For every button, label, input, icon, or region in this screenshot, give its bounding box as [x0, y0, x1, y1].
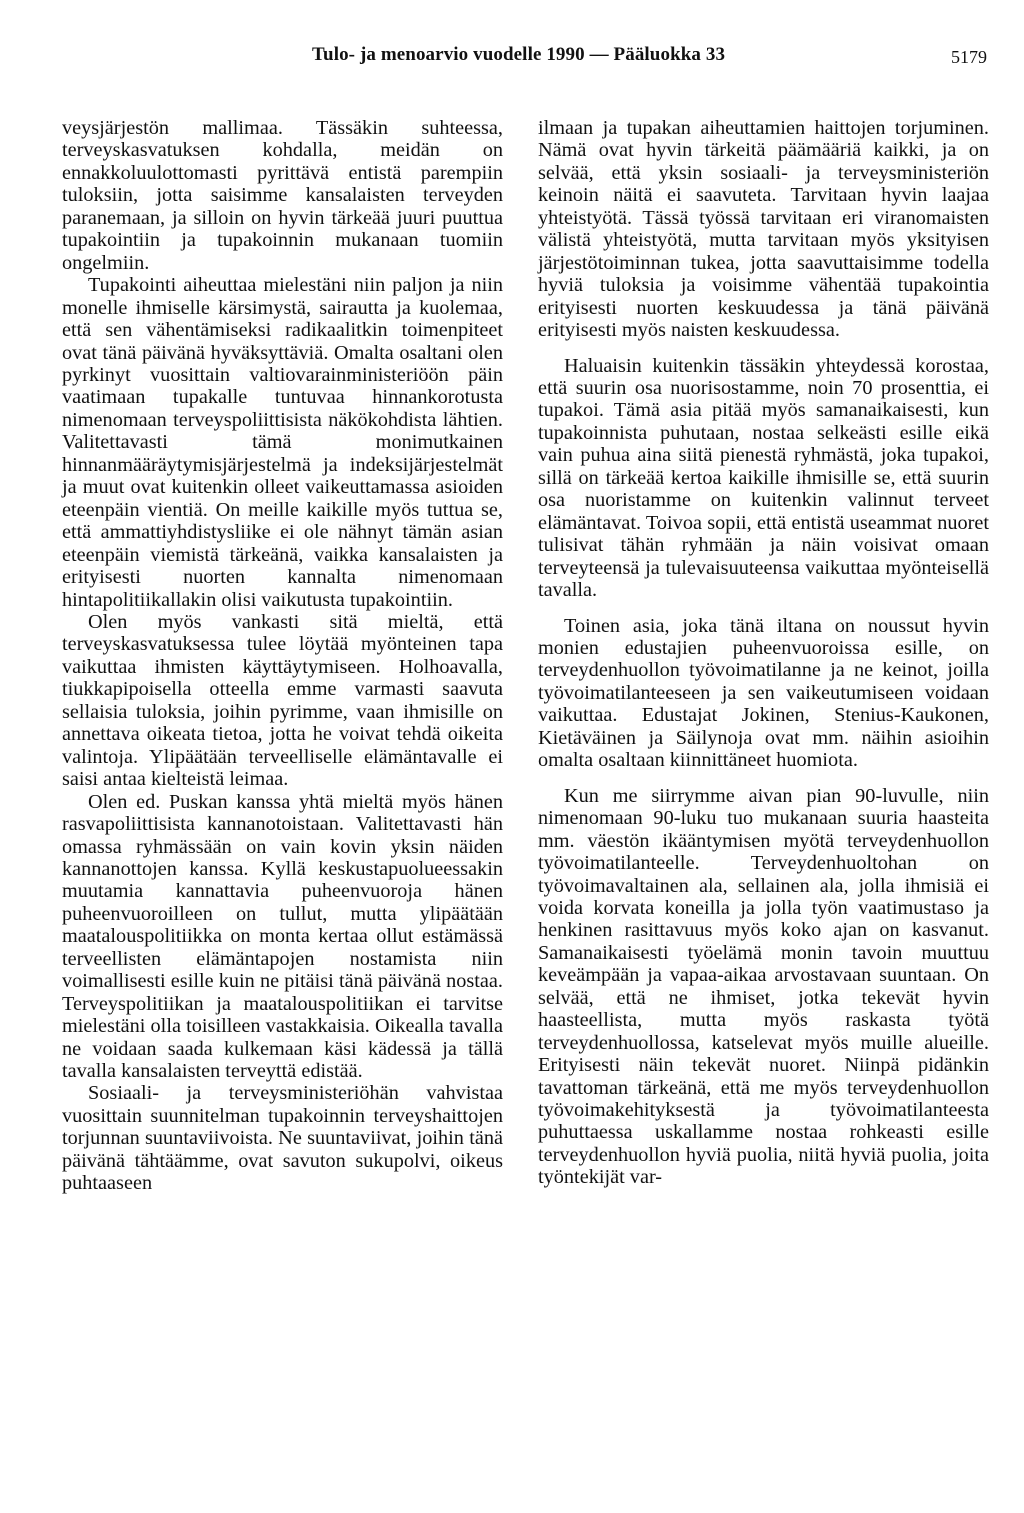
- paragraph: Haluaisin kuitenkin tässäkin yhteydessä korostaa, että suurin osa nuorisostamme, noin 70 prosenttia, ei tupakoi. Tämä asia pitää myös samanaikaisesti, kun tupakoinnista puhutaan, nostaa selkeästi esille eikä vain puhua aina siitä pienestä ryhmästä, joka tupakoi, sillä on tärkeää kertoa kaikille ihmisille se, että suurin osa nuoristamme on kuitenkin valinnut terveet elämäntavat. Toivoa sopii, että entistä useammat nuoret tulisivat tähän ryhmään ja näin voisivat omaan terveyteensä ja tulevaisuuteensa vaikuttaa myönteisellä tavalla.: [538, 354, 989, 602]
- right-column: [538, 117, 989, 1189]
- paragraph: Kun me siirrymme aivan pian 90-luvulle, niin nimenomaan 90-luku tuo mukanaan suuria haasteita mm. väestön ikääntymisen myötä terveydenhuollon työvoimatilanteelle. Terveydenhuoltohan on työvoimavaltainen ala, sellainen ala, jolla ihmisiä ei voida korvata koneilla ja jolla työn vaatimustaso ja henkinen rasittavuus myös koko ajan on kasvanut. Samanaikaisesti työelämä monin tavoin muuttuu keveämpään ja vapaa-aikaa arvostavaan suuntaan. On selvää, että ne ihmiset, jotka tekevät hyvin haasteellista, mutta myös raskasta työtä terveydenhuollossa, katselevat myös muille alueille. Erityisesti näin tekevät nuoret. Niinpä pidänkin tavattoman tärkeänä, että me myös terveydenhuollon työvoimakehityksestä ja työvoimatilanteesta puhuttaessa uskallamme nostaa rohkeasti esille terveydenhuollon hyviä puolia, niitä hyviä puolia, joita työntekijät var-: [538, 784, 989, 1189]
- page-number: 5179: [951, 47, 987, 67]
- paragraph: ilmaan ja tupakan aiheuttamien haittojen torjuminen. Nämä ovat hyvin tärkeitä päämääriä kaikki, ja on selvää, että yksin sosiaali- ja terveysministeriön keinoin näitä ei saavuteta. Tarvitaan hyvin laajaa yhteistyötä. Tässä työssä tarvitaan eri viranomaisten välistä yhteistyötä, mutta tarvitaan myös yksityisen järjestötoiminnan tukea, jotta saavuttaisimme todella hyviä tuloksia ja voisimme vähentää tupakointia erityisesti nuorten keskuudessa ja tänä päivänä erityisesti myös naisten keskuudessa.: [538, 117, 989, 342]
- paragraph: Toinen asia, joka tänä iltana on noussut hyvin monien edustajien puheenvuoroissa esille, on terveydenhuollon työvoimatilanne ja ne keinot, joilla työvoimatilanteeseen ja sen vaikeutumiseen voidaan vaikuttaa. Edustajat Jokinen, Stenius-Kaukonen, Kietäväinen ja Säilynoja ovat mm. näihin asioihin omalta osaltaan kiinnittäneet huomiota.: [538, 614, 989, 772]
- page-header: [0, 44, 1024, 74]
- paragraph: Olen myös vankasti sitä mieltä, että terveyskasvatuksessa tulee löytää myönteinen tapa vaikuttaa ihmisten käyttäytymiseen. Holhoavalla, tiukkapipoisella otteella emme varmasti saavuta sellaisia tuloksia, joihin pyrimme, vaan ihmisille on annettava oikeata tietoa, jotta he voivat tehdä oikeita valintoja. Ylipäätään terveelliselle elämäntavalle ei saisi antaa kielteistä leimaa.: [62, 610, 503, 791]
- running-title: Tulo- ja menoarvio vuodelle 1990 — Pääluokka 33: [312, 44, 726, 65]
- paragraph: Tupakointi aiheuttaa mielestäni niin paljon ja niin monelle ihmiselle kärsimystä, sairautta ja kuolemaa, että sen vähentämiseksi radikaalitkin toimenpiteet ovat tänä päivänä hyväksyttäviä. Omalta osaltani olen pyrkinyt vuosittain valtiovarainministeriöön päin vaatimaan tupakalle tuntuvaa hinnankorotusta nimenomaan terveyspoliittisista näkökohdista lähtien. Valitettavasti tämä monimutkainen hinnanmääräytymisjärjestelmä ja indeksijärjestelmät ja muut ovat kuitenkin olleet vaikeuttamassa asioiden eteenpäin vientiä. On meille kaikille myös tuttua se, että ammattiyhdistysliike ei ole nähnyt tämän asian eteenpäin viemistä tärkeänä, vaikka kansalaisten ja erityisesti nuorten kannalta nimenomaan hintapolitiikallakin olisi vaikutusta tupakointiin.: [62, 274, 503, 611]
- left-column: [62, 117, 503, 1195]
- paragraph: Sosiaali- ja terveysministeriöhän vahvistaa vuosittain suunnitelman tupakoinnin terveyshaittojen torjunnan suuntaviivoista. Ne suuntaviivat, joihin tänä päivänä tähtäämme, ovat savuton sukupolvi, oikeus puhtaaseen: [62, 1082, 503, 1195]
- paragraph: veysjärjestön mallimaa. Tässäkin suhteessa, terveyskasvatuksen kohdalla, meidän on ennakkoluulottomasti pyrittävä entistä parempiin tuloksiin, jotta saisimme kansalaisten terveyden paranemaan, ja silloin on hyvin tärkeää juuri puuttua tupakointiin ja tupakoinnin mukanaan tuomiin ongelmiin.: [62, 117, 503, 274]
- paragraph: Olen ed. Puskan kanssa yhtä mieltä myös hänen rasvapoliittisista kannanotoistaan. Valitettavasti hän omassa ryhmässään on vain kovin yksin näiden kannanottojen kanssa. Kyllä keskustapuolueessakin muutamia kannattavia puheenvuoroja hänen puheenvuoroilleen on tullut, mutta ylipäätään maatalouspolitiikka on monta kertaa ollut estämässä terveellisten elämäntapojen nostamista niin voimallisesti esille kuin ne pitäisi tänä päivänä nostaa. Terveyspolitiikan ja maatalouspolitiikan ei tarvitse mielestäni olla toisilleen vastakkaisia. Oikealla tavalla ne voidaan saada kulkemaan käsi kädessä ja tällä tavalla kansalaisten terveyttä edistää.: [62, 790, 503, 1083]
